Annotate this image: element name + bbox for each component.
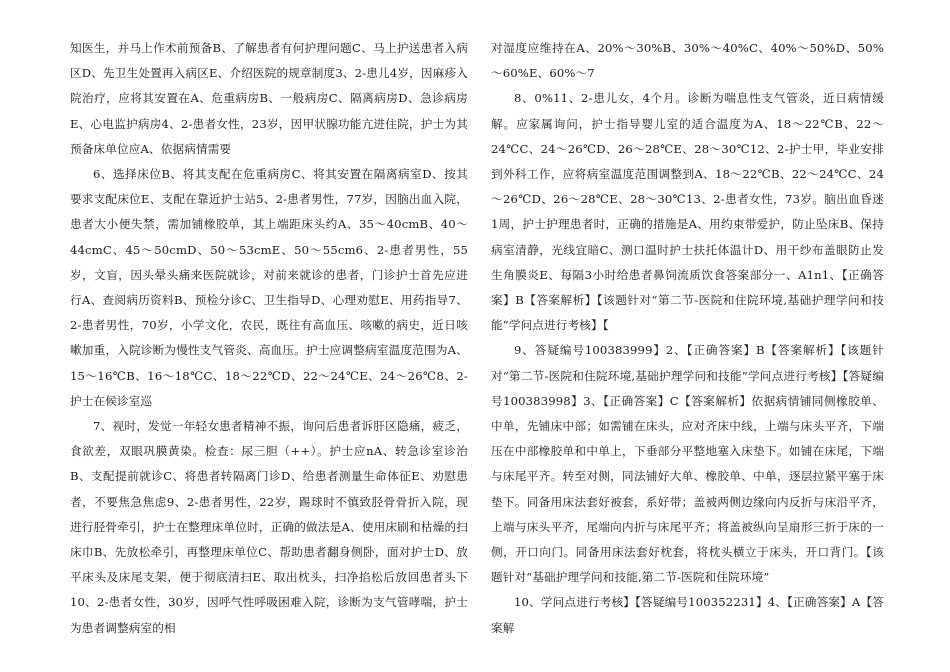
paragraph: 7、视时，发觉一年轻女患者精神不振，询问后患者诉肝区隐痛，疲乏，食欲差，双眼巩膜黄染。检查：尿三胆（++）。护士应nA、转急诊室诊治B、支配提前就诊C、将患者转隔离门诊D、给患者测量生命体征E、劝慰患者，不要焦急焦虑9、2-患者男性，22岁，踢球时不慎致胫骨骨折入院，现进行胫骨牵引，护士在整理床单位时，正确的做法是A、使用床刷和枯燥的扫床巾B、先放松牵引，再整理床单位C、帮助患者翻身侧卧，面对护士D、放平床头及床尾支架，便于彻底清扫E、取出枕头，扫净掐松后放回患者头下10、2-患者女性，30岁，因呼气性呼吸困难入院，诊断为支气管哮喘，护士为患者调整病室的相 — [70, 419, 468, 635]
paragraph: 对湿度应维持在A、20%～30%B、30%～40%C、40%～50%D、50%～60%E、60%～7 — [491, 41, 884, 81]
paragraph: 知医生，并马上作术前预备B、了解患者有何护理问题C、马上护送患者入病区D、先卫生处置再入病区E、介绍医院的规章制度3、2-患儿4岁，因麻疹入院治疗，应将其安置在A、危重病房B、一般病房C、隔离病房D、急诊病房E、心电监护病房4、2-患者女性，23岁，因甲状腺功能亢进住院，护士为其预备床单位应A、依据病情需要 — [70, 41, 468, 156]
left-text-column — [70, 36, 468, 641]
paragraph: 9、答疑编号100383999】2、【正确答案】B【答案解析】【该题针对“第二节-医院和住院环境,基础护理学问和技能”学问点进行考核】【答疑编号100383998】3、【正确答案】C【答案解析】依据病情铺同侧橡胶单、中单，先铺床中部；如需铺在床头，应对齐床中线，上端与床头平齐，下端压在中部橡胶单和中单上，下垂部分平整地塞入床垫下。如铺在床尾，下端与床尾平齐。转至对侧，同法铺好大单、橡胶单、中单，逐层拉紧平塞于床垫下。同备用床法套好被套，系好带；盖被两侧边缘向内反折与床沿平齐，上端与床头平齐，尾端向内折与床尾平齐；将盖被纵向呈扇形三折于床的一侧，开口向门。同备用床法套好枕套，将枕头横立于床头，开口背门。【该题针对“基础护理学问和技能,第二节-医院和住院环境” — [491, 343, 884, 585]
paragraph: 6、选择床位B、将其支配在危重病房C、将其安置在隔离病室D、按其要求支配床位E、支配在靠近护士站5、2-患者男性，77岁，因脑出血入院，患者大小便失禁，需加铺橡胶单，其上端距床头约A、35～40cmB、40～44cmC、45～50cmD、50～53cmE、50～55cm6、2-患者男性，55岁，文盲，因头晕头痛来医院就诊，对前来就诊的患者，门诊护士首先应进行A、查阅病历资料B、预检分诊C、卫生指导D、心理劝慰E、用药指导7、2-患者男性，70岁，小学文化，农民，既往有高血压、咳嗽的病史，近日咳嗽加重，入院诊断为慢性支气管炎、高血压。护士应调整病室温度范围为A、15～16℃B、16～18℃C、18～22℃D、22～24℃E、24～26℃8、2-护士在候诊室巡 — [70, 167, 468, 408]
right-text-column — [491, 36, 884, 641]
paragraph: 10、学问点进行考核】【答疑编号100352231】4、【正确答案】A【答案解 — [491, 595, 884, 635]
paragraph: 8、0%11、2-患儿女，4个月。诊断为喘息性支气管炎，近日病情缓解。应家属询问，护士指导婴儿室的适合温度为A、18～22℃B、22～24℃C、24～26℃D、26～28℃E、28～30℃12、2-护士甲，毕业安排到外科工作，应将病室温度范围调整到A、18～22℃B、22～24℃C、24～26℃D、26～28℃E、28～30℃13、2-患者女性，73岁。脑出血昏迷1周，护士护理患者时，正确的措施是A、用约束带爱护，防止坠床B、保持病室清静，光线宜暗C、测口温时护士扶托体温计D、用干纱布盖眼防止发生角膜炎E、每隔3小时给患者鼻饲流质饮食答案部分一、A1n1、【正确答案】B【答案解析】【该题针对“第二节-医院和住院环境,基础护理学问和技能”学问点进行考核】【 — [491, 91, 884, 333]
